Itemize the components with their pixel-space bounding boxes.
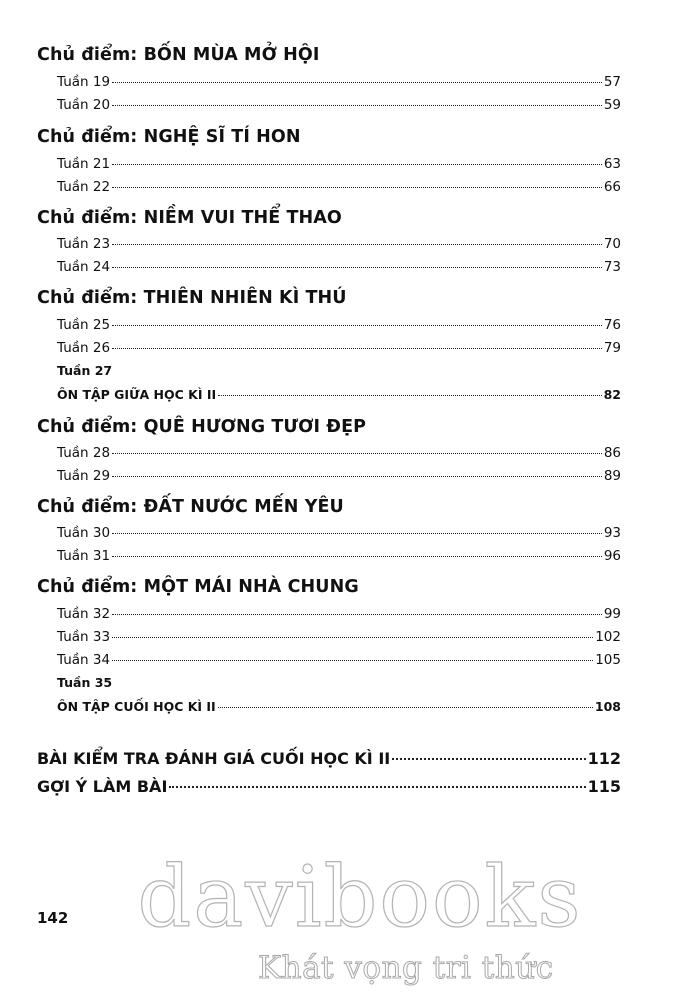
toc-entry[interactable] — [57, 156, 621, 172]
dot-leader — [218, 707, 593, 708]
entry-label: Tuần 33 — [57, 629, 111, 645]
dot-leader — [112, 105, 602, 106]
dot-leader — [112, 164, 602, 165]
dot-leader — [112, 660, 593, 661]
toc-entry[interactable] — [57, 525, 621, 541]
entry-label: Tuần 31 — [57, 548, 111, 564]
toc-entry[interactable] — [57, 97, 621, 113]
toc-entry-review[interactable] — [57, 387, 621, 402]
toc-entry[interactable] — [57, 468, 621, 484]
dot-leader — [112, 614, 602, 615]
entry-label: ÔN TẬP GIỮA HỌC KÌ II — [57, 387, 217, 402]
entry-page: 86 — [603, 445, 621, 461]
entry-label: BÀI KIỂM TRA ĐÁNH GIÁ CUỐI HỌC KÌ II — [37, 749, 391, 768]
dot-leader — [112, 244, 602, 245]
entry-label: Tuần 24 — [57, 259, 111, 275]
topic-heading: Chủ điểm: NGHỆ SĨ TÍ HON — [37, 127, 301, 147]
entry-page: 73 — [603, 259, 621, 275]
entry-label: Tuần 34 — [57, 652, 111, 668]
toc-entry[interactable] — [57, 179, 621, 195]
toc-entry[interactable] — [57, 548, 621, 564]
entry-label: Tuần 26 — [57, 340, 111, 356]
dot-leader — [112, 476, 602, 477]
dot-leader — [112, 267, 602, 268]
dot-leader — [169, 786, 585, 788]
toc-entry-hints[interactable] — [37, 777, 621, 796]
toc-entry[interactable] — [57, 652, 621, 668]
topic-heading: Chủ điểm: NIỀM VUI THỂ THAO — [37, 208, 342, 228]
entry-page: 96 — [603, 548, 621, 564]
toc-entry[interactable] — [57, 629, 621, 645]
entry-page: 59 — [603, 97, 621, 113]
dot-leader — [218, 395, 601, 396]
topic-heading: Chủ điểm: QUÊ HƯƠNG TƯƠI ĐẸP — [37, 417, 367, 437]
toc-entry[interactable] — [57, 445, 621, 461]
entry-page: 102 — [595, 629, 621, 645]
entry-page: 66 — [603, 179, 621, 195]
entry-label: Tuần 29 — [57, 468, 111, 484]
entry-page: 99 — [603, 606, 621, 622]
review-week-label: Tuần 35 — [57, 675, 113, 690]
dot-leader — [392, 758, 585, 760]
entry-page: 82 — [603, 387, 621, 402]
entry-label: Tuần 23 — [57, 236, 111, 252]
toc-entry-final-test[interactable] — [37, 749, 621, 768]
entry-label: ÔN TẬP CUỐI HỌC KÌ II — [57, 699, 216, 714]
dot-leader — [112, 556, 602, 557]
watermark-tagline: Khát vọng tri thức — [258, 950, 554, 986]
dot-leader — [112, 348, 602, 349]
review-week-label: Tuần 27 — [57, 363, 113, 378]
entry-label: Tuần 21 — [57, 156, 111, 172]
entry-page: 57 — [603, 74, 621, 90]
topic-heading: Chủ điểm: ĐẤT NƯỚC MẾN YÊU — [37, 497, 344, 517]
entry-label: Tuần 28 — [57, 445, 111, 461]
entry-label: Tuần 20 — [57, 97, 111, 113]
toc-entry-review[interactable] — [57, 699, 621, 714]
entry-page: 89 — [603, 468, 621, 484]
page-number: 142 — [37, 909, 69, 927]
dot-leader — [112, 533, 602, 534]
entry-page: 76 — [603, 317, 621, 333]
entry-page: 79 — [603, 340, 621, 356]
toc-entry[interactable] — [57, 259, 621, 275]
dot-leader — [112, 82, 602, 83]
toc-entry[interactable] — [57, 606, 621, 622]
entry-label: Tuần 30 — [57, 525, 111, 541]
entry-page: 115 — [587, 777, 621, 796]
watermark-logo: davibooks — [137, 848, 583, 946]
dot-leader — [112, 637, 593, 638]
entry-page: 70 — [603, 236, 621, 252]
entry-page: 93 — [603, 525, 621, 541]
toc-entry[interactable] — [57, 317, 621, 333]
entry-label: Tuần 25 — [57, 317, 111, 333]
entry-page: 105 — [595, 652, 621, 668]
toc-entry[interactable] — [57, 74, 621, 90]
topic-heading: Chủ điểm: THIÊN NHIÊN KÌ THÚ — [37, 288, 347, 308]
entry-page: 108 — [594, 699, 621, 714]
entry-label: Tuần 22 — [57, 179, 111, 195]
dot-leader — [112, 325, 602, 326]
topic-heading: Chủ điểm: MỘT MÁI NHÀ CHUNG — [37, 577, 359, 597]
entry-label: GỢI Ý LÀM BÀI — [37, 777, 168, 796]
entry-page: 63 — [603, 156, 621, 172]
dot-leader — [112, 187, 602, 188]
entry-page: 112 — [587, 749, 621, 768]
toc-entry[interactable] — [57, 340, 621, 356]
entry-label: Tuần 19 — [57, 74, 111, 90]
entry-label: Tuần 32 — [57, 606, 111, 622]
dot-leader — [112, 453, 602, 454]
topic-heading: Chủ điểm: BỐN MÙA MỞ HỘI — [37, 45, 320, 65]
toc-entry[interactable] — [57, 236, 621, 252]
